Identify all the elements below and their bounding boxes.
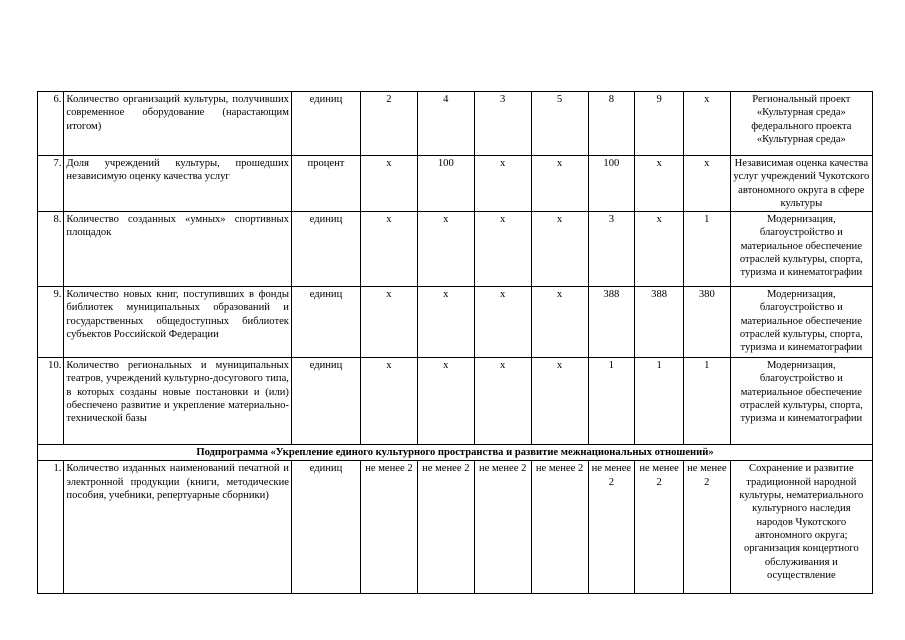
table-row	[38, 92, 873, 156]
value-cell: х	[474, 156, 531, 212]
value-cell: 3	[474, 92, 531, 156]
value-cell: 388	[588, 287, 635, 358]
source-cell: Модернизация, благоустройство и материальное обеспечение отраслей культуры, спорта, туризма и кинематографии	[730, 287, 872, 358]
row-number: 9.	[38, 287, 64, 358]
unit-cell: единиц	[291, 358, 360, 445]
value-cell: х	[531, 358, 588, 445]
value-cell: х	[635, 212, 684, 287]
value-cell: х	[361, 358, 418, 445]
unit-cell: единиц	[291, 92, 360, 156]
table-row	[38, 461, 873, 594]
value-cell: не менее 2	[531, 461, 588, 594]
row-number: 8.	[38, 212, 64, 287]
value-cell: х	[361, 156, 418, 212]
value-cell: х	[361, 287, 418, 358]
value-cell: не менее 2	[361, 461, 418, 594]
value-cell: 1	[683, 358, 730, 445]
value-cell: 1	[683, 212, 730, 287]
row-number: 10.	[38, 358, 64, 445]
value-cell: 100	[417, 156, 474, 212]
source-cell: Сохранение и развитие традиционной народной культуры, нематериального культурного наследия народов Чукотского автономного округа; организация концертного обслуживания и осуществление	[730, 461, 872, 594]
table-row	[38, 358, 873, 445]
value-cell: не менее 2	[635, 461, 684, 594]
value-cell: не менее 2	[417, 461, 474, 594]
source-cell: Независимая оценка качества услуг учреждений Чукотского автономного округа в сфере культуры	[730, 156, 872, 212]
indicator-name: Количество организаций культуры, получивших современное оборудование (нарастающим итогом)	[64, 92, 292, 156]
indicators-table	[37, 91, 873, 594]
value-cell: не менее 2	[474, 461, 531, 594]
value-cell: не менее 2	[588, 461, 635, 594]
value-cell: х	[683, 156, 730, 212]
value-cell: 100	[588, 156, 635, 212]
source-cell: Модернизация, благоустройство и материальное обеспечение отраслей культуры, спорта, туризма и кинематографии	[730, 212, 872, 287]
source-cell: Региональный проект «Культурная среда» федерального проекта «Культурная среда»	[730, 92, 872, 156]
indicator-name: Количество региональных и муниципальных театров, учреждений культурно-досугового типа, в которых созданы новые постановки и (или) обеспечено развитие и укрепление материально-технической базы	[64, 358, 292, 445]
value-cell: 1	[635, 358, 684, 445]
source-cell: Модернизация, благоустройство и материальное обеспечение отраслей культуры, спорта, туризма и кинематографии	[730, 358, 872, 445]
row-number: 6.	[38, 92, 64, 156]
unit-cell: единиц	[291, 287, 360, 358]
value-cell: 1	[588, 358, 635, 445]
value-cell: х	[474, 212, 531, 287]
value-cell: х	[417, 287, 474, 358]
indicator-name: Количество изданных наименований печатной и электронной продукции (книги, методические пособия, учебники, репертуарные сборники)	[64, 461, 292, 594]
value-cell: 3	[588, 212, 635, 287]
value-cell: 4	[417, 92, 474, 156]
subprogram-row	[38, 445, 873, 461]
value-cell: х	[531, 212, 588, 287]
value-cell: х	[635, 156, 684, 212]
value-cell: х	[474, 287, 531, 358]
value-cell: 5	[531, 92, 588, 156]
value-cell: 2	[361, 92, 418, 156]
value-cell: не менее 2	[683, 461, 730, 594]
indicator-name: Количество новых книг, поступивших в фонды библиотек муниципальных образований и государственных общедоступных библиотек субъектов Российской Федерации	[64, 287, 292, 358]
indicator-name: Количество созданных «умных» спортивных площадок	[64, 212, 292, 287]
value-cell: х	[417, 212, 474, 287]
table-row	[38, 287, 873, 358]
value-cell: х	[417, 358, 474, 445]
value-cell: 8	[588, 92, 635, 156]
value-cell: х	[531, 156, 588, 212]
table-row	[38, 156, 873, 212]
table-row	[38, 212, 873, 287]
unit-cell: процент	[291, 156, 360, 212]
unit-cell: единиц	[291, 461, 360, 594]
row-number: 1.	[38, 461, 64, 594]
value-cell: х	[531, 287, 588, 358]
row-number: 7.	[38, 156, 64, 212]
subprogram-title: Подпрограмма «Укрепление единого культурного пространства и развитие межнациональных отношений»	[38, 445, 873, 461]
value-cell: х	[474, 358, 531, 445]
value-cell: 380	[683, 287, 730, 358]
value-cell: 388	[635, 287, 684, 358]
value-cell: х	[683, 92, 730, 156]
value-cell: 9	[635, 92, 684, 156]
value-cell: х	[361, 212, 418, 287]
unit-cell: единиц	[291, 212, 360, 287]
indicator-name: Доля учреждений культуры, прошедших независимую оценку качества услуг	[64, 156, 292, 212]
